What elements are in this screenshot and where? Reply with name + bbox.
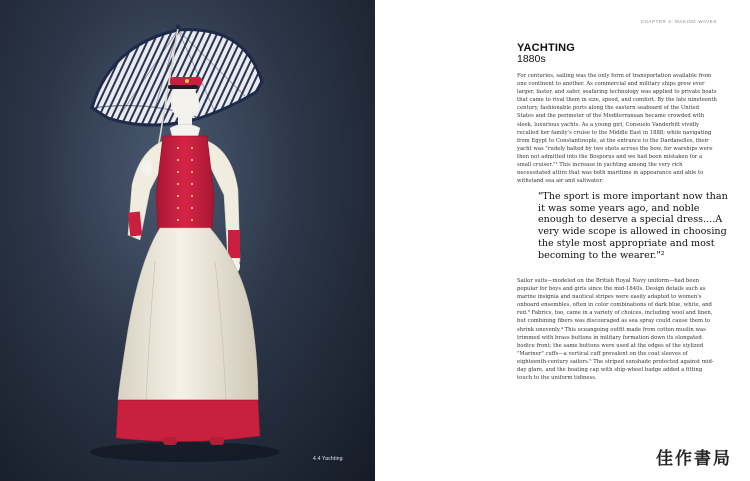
body-paragraph-1: For centuries, sailing was the only form of transportation available from one continent to another. As commercial and military ships grew ever larger, faster, and safer, seafaring technology was applied to private boats that came to rival them in size, speed, and comfort. By the late nineteenth century, fashionable ports along the eastern seaboard of the United States and the perimeter of the Mediterranean became crowded with sleek, luxurious yachts. As a young girl, Consuelo Vanderbilt vividly recalled her family's cruise to the Middle East in 1888; while navigating from Egypt to Constantinople, at the entrance to the Dardanelles, their yacht was "rudely halted by two shots across the bow, for warships were then not admitted into the Bosporus and we had been mistaken for a small cruiser."¹ This increase in yachting among the very rich necessitated attire that was both maritime in appearance and able to withstand sea air and saltwater: [517, 73, 717, 185]
chapter-header: CHAPTER 4: MAKING WAVES [640, 19, 717, 24]
section-subtitle: 1880s [517, 53, 546, 65]
pull-quote: "The sport is more important now than it was some years ago, and noble enough to deserve a special dress....A very wide scope is allowed in choosing the style most appropriate and most becoming to the wearer."² [538, 191, 728, 261]
photo-caption: 4.4 Yachting [313, 456, 343, 462]
section-title: YACHTING [517, 42, 576, 54]
right-page-text [375, 0, 750, 481]
body-paragraph-2: Sailor suits—modeled on the British Royal Navy uniform—had been popular for boys and girls since the mid-1840s. Design details such as marine insignia and nautical stripes were easily adapted to women's onboard ensembles, often in color combinations of dark blue, white, and red.³ Fabrics, too, came in a variety of choices, including wool and linen, but combining fibers was discouraged as sea spray could cause them to shrink unevenly.⁴ This oceangoing outfit made from cotton muslin was trimmed with brass buttons in military formation down its elongated bodice front; the same buttons were used at the edges of the stylized "Mariner" cuffs—a vertical cuff prevalent on the coat sleeves of eighteenth-century sailors.⁵ The striped sunshade protected against mid-day glare, and the boating cap with ship-wheel badge added a fitting touch to the uniform tidiness. [517, 278, 714, 382]
publisher-watermark: 佳作書局 [656, 449, 732, 469]
